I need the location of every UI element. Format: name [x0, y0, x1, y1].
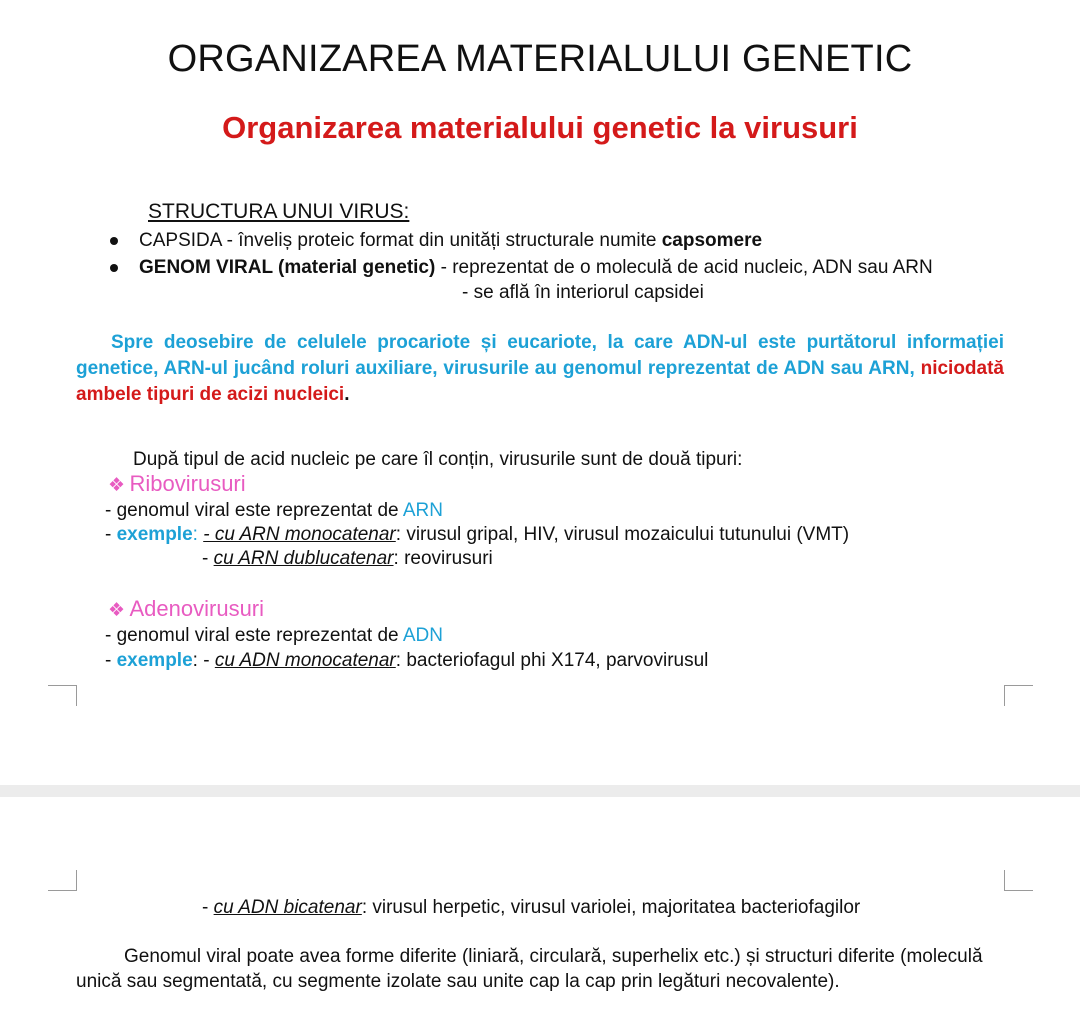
ribo-name: Ribovirusuri	[129, 471, 246, 496]
ribo-acid: ARN	[402, 500, 443, 521]
intro-blue-text: Spre deosebire de celulele procariote și eucariote, la care ADN-ul este purtătorul informației genetice, ARN-ul jucând roluri auxiliare, virusurile au genomul reprezentat de ADN sau ARN,	[76, 332, 1004, 379]
capsida-term: CAPSIDA	[139, 230, 222, 251]
structure-heading: STRUCTURA UNUI VIRUS:	[148, 200, 410, 223]
page-corner-marker	[1004, 870, 1033, 891]
capsomere-term: capsomere	[661, 230, 763, 251]
adeno-ex1-term: cu ADN monocatenar	[214, 650, 396, 671]
adeno-ex-colon: : -	[192, 650, 215, 671]
ribo-ex-colon: :	[192, 524, 204, 545]
adeno-ex2-term: cu ADN bicatenar	[213, 897, 362, 918]
page-break	[0, 785, 1080, 797]
adeno-line1	[105, 625, 443, 647]
capsida-item	[139, 230, 762, 252]
adeno-ex2-dash: -	[202, 897, 214, 918]
bullet-dot-icon	[110, 237, 118, 245]
page-corner-marker	[48, 870, 77, 891]
final-paragraph: Genomul viral poate avea forme diferite (liniară, circulară, superhelix etc.) și structuri diferite (moleculă unică sau segmentată, cu segmente izolate sau unite cap la cap prin legături necovalente).	[76, 946, 983, 992]
page-corner-marker	[1004, 685, 1033, 706]
adeno-dash: -	[105, 650, 117, 671]
ribo-dash: -	[105, 524, 117, 545]
ribo-ex2-term: cu ARN dublucatenar	[213, 548, 394, 569]
types-intro: După tipul de acid nucleic pe care îl conțin, virusurile sunt de două tipuri:	[133, 449, 743, 470]
ribo-line1	[105, 500, 443, 522]
adeno-acid: ADN	[402, 625, 443, 646]
adeno-examples	[105, 650, 708, 672]
genom-text: - reprezentat de o moleculă de acid nucleic, ADN sau ARN	[435, 257, 933, 278]
ribo-header	[108, 471, 246, 497]
diamond-bullet-icon: ❖	[108, 600, 126, 621]
genom-line2: - se află în interiorul capsidei	[462, 282, 704, 303]
ribo-ex1-term: - cu ARN monocatenar	[203, 524, 396, 545]
intro-red-end: .	[344, 384, 350, 405]
ribo-examples	[105, 524, 849, 546]
page-corner-marker	[48, 685, 77, 706]
ribo-ex2-dash: -	[202, 548, 214, 569]
intro-paragraph	[76, 330, 1004, 408]
page-title: ORGANIZAREA MATERIALULUI GENETIC	[167, 38, 913, 80]
adeno-name: Adenovirusuri	[129, 596, 265, 621]
diamond-bullet-icon: ❖	[108, 475, 126, 496]
ribo-line1-prefix: - genomul viral este reprezentat de	[105, 500, 403, 521]
ribo-ex-label: exemple	[116, 524, 193, 545]
adeno-line1-prefix: - genomul viral este reprezentat de	[105, 625, 403, 646]
capsida-text: - înveliș proteic format din unități structurale numite	[221, 230, 662, 251]
page-subtitle: Organizarea materialului genetic la virusuri	[222, 110, 858, 145]
ribo-example2	[202, 548, 493, 570]
adeno-ex-label: exemple	[116, 650, 193, 671]
genom-term: GENOM VIRAL (material genetic)	[139, 257, 436, 278]
adeno-ex2-text: : virusul herpetic, virusul variolei, majoritatea bacteriofagilor	[361, 897, 861, 918]
intro-red-text: niciodată ambele tipuri de acizi nucleici	[76, 358, 1004, 405]
ribo-ex1-text: : virusul gripal, HIV, virusul mozaicului tutunului (VMT)	[395, 524, 850, 545]
ribo-ex2-text: : reovirusuri	[393, 548, 493, 569]
adeno-header	[108, 596, 264, 622]
adeno-example2	[202, 897, 860, 919]
bullet-dot-icon	[110, 264, 118, 272]
adeno-ex1-text: : bacteriofagul phi X174, parvovirusul	[395, 650, 709, 671]
genom-item	[139, 257, 933, 279]
